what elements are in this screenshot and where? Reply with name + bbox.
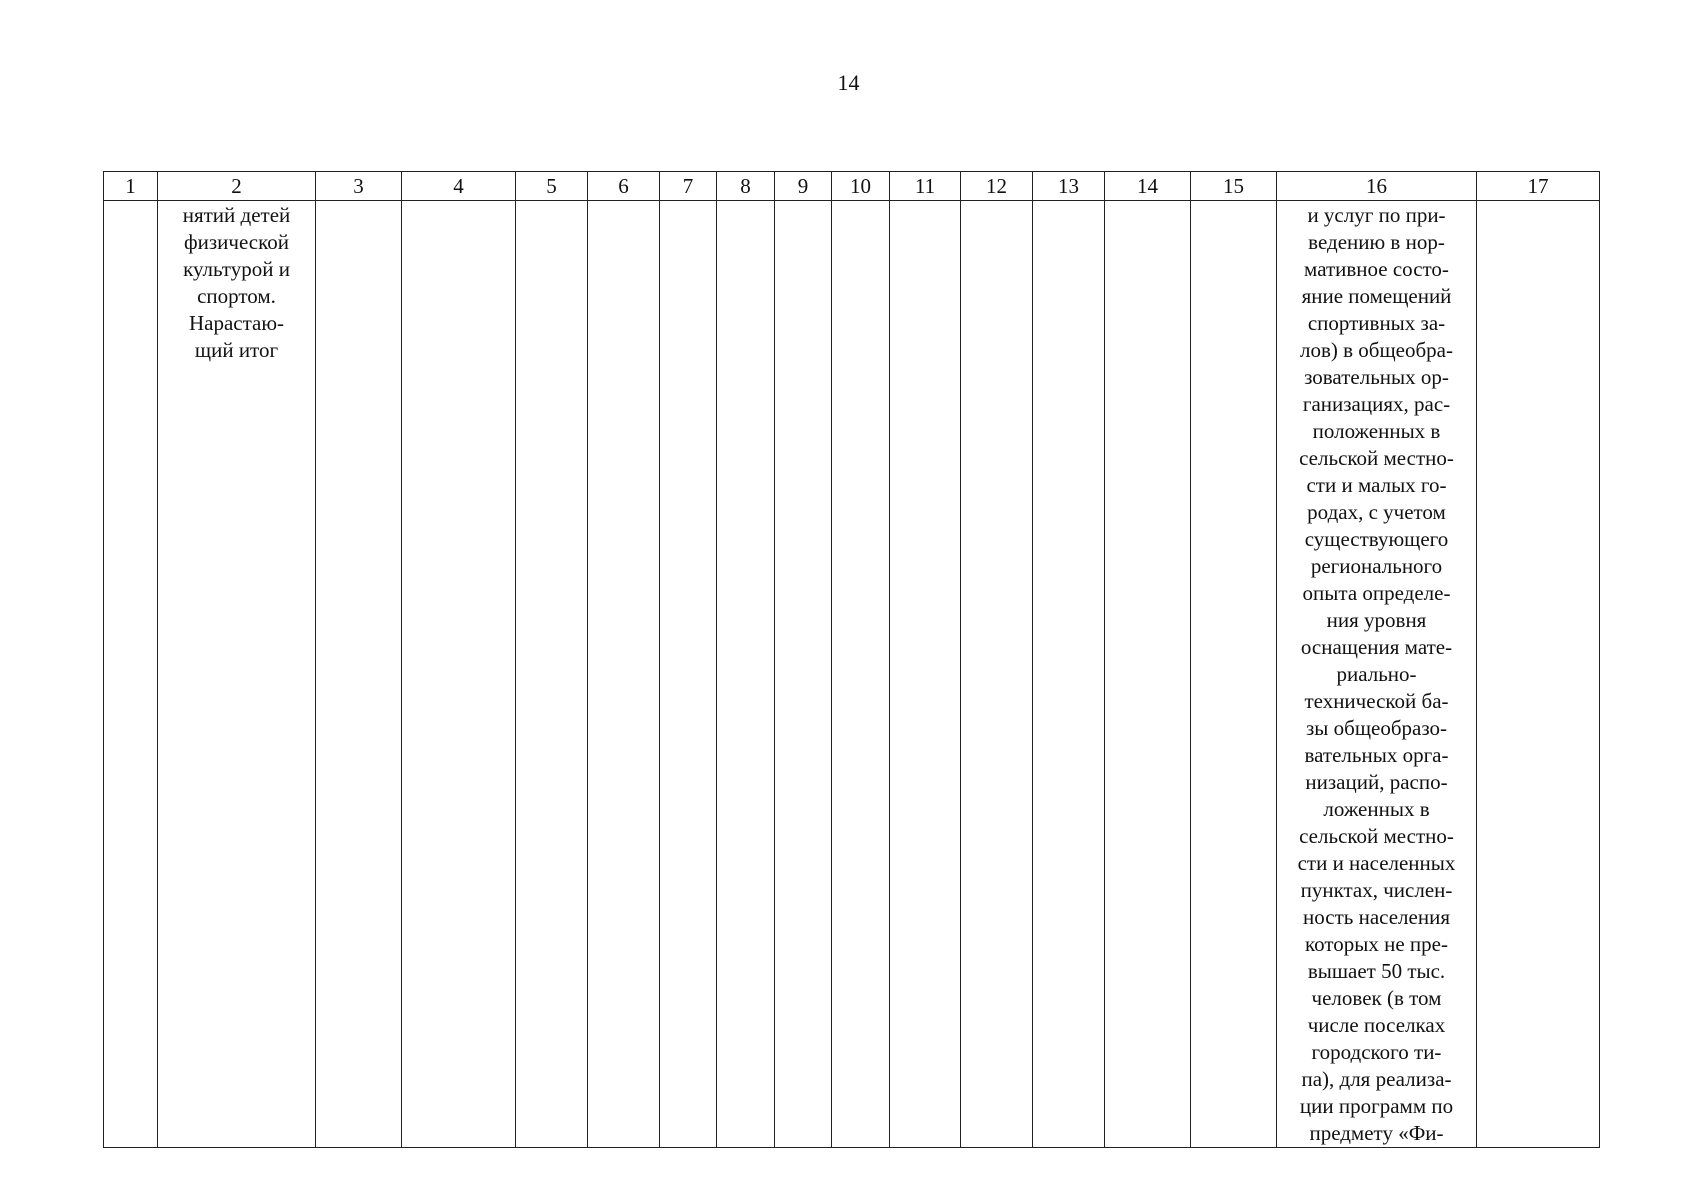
col16-line: городского ти- — [1311, 1040, 1442, 1064]
column-header-14: 14 — [1105, 172, 1191, 201]
column-header-17: 17 — [1477, 172, 1600, 201]
col16-line: предмету «Фи- — [1309, 1121, 1444, 1145]
column-header-9: 9 — [775, 172, 832, 201]
col16-line: ведению в нор- — [1308, 230, 1445, 254]
column-header-16: 16 — [1277, 172, 1477, 201]
table-row — [104, 201, 1600, 1148]
col16-line: опыта определе- — [1302, 581, 1451, 605]
col16-line: зовательных ор- — [1304, 365, 1449, 389]
column-header-3: 3 — [316, 172, 402, 201]
col16-line: сельской местно- — [1299, 446, 1454, 470]
col16-line: ции программ по — [1299, 1094, 1454, 1118]
cell-col-4 — [402, 201, 516, 1148]
col16-line: существующего — [1304, 527, 1449, 551]
col16-line: которых не пре- — [1305, 932, 1448, 956]
cell-col-15 — [1191, 201, 1277, 1148]
cell-col-8 — [717, 201, 775, 1148]
col16-line: спортивных за- — [1307, 311, 1446, 335]
column-header-12: 12 — [961, 172, 1033, 201]
col16-line: лов) в общеобра- — [1300, 338, 1453, 362]
col16-line: ложенных в — [1323, 797, 1430, 821]
col16-line: мативное состо- — [1304, 257, 1449, 281]
col16-line: человек (в том — [1311, 986, 1442, 1010]
col16-line: сельской местно- — [1299, 824, 1454, 848]
col16-line: пунктах, числен- — [1300, 878, 1453, 902]
col16-line: ность населения — [1303, 905, 1450, 929]
col16-line: яние помещений — [1301, 284, 1452, 308]
col2-line: Нарастаю- — [188, 311, 285, 335]
column-header-10: 10 — [832, 172, 890, 201]
cell-col-1 — [104, 201, 158, 1148]
cell-col-13 — [1033, 201, 1105, 1148]
cell-col-12 — [961, 201, 1033, 1148]
cell-col-11 — [890, 201, 961, 1148]
column-header-11: 11 — [890, 172, 961, 201]
cell-col-6 — [588, 201, 660, 1148]
col2-line: физической — [184, 230, 289, 254]
col16-line: зы общеобразо- — [1305, 716, 1447, 740]
column-header-8: 8 — [717, 172, 775, 201]
column-header-13: 13 — [1033, 172, 1105, 201]
col16-line: низаций, распо- — [1305, 770, 1448, 794]
col16-line: числе поселках — [1307, 1013, 1446, 1037]
col16-line: сти и населенных — [1297, 851, 1456, 875]
column-header-5: 5 — [516, 172, 588, 201]
cell-col-10 — [832, 201, 890, 1148]
data-table — [103, 171, 1600, 1148]
cell-col-14 — [1105, 201, 1191, 1148]
cell-col-17 — [1477, 201, 1600, 1148]
col16-line: родах, с учетом — [1307, 500, 1446, 524]
col16-line: вышает 50 тыс. — [1307, 959, 1446, 983]
column-number-row — [104, 172, 1600, 201]
column-header-1: 1 — [104, 172, 158, 201]
cell-col-16 — [1277, 201, 1477, 1148]
col16-line: и услуг по при- — [1307, 203, 1446, 227]
page-number: 14 — [837, 70, 860, 95]
cell-col-3 — [316, 201, 402, 1148]
cell-col-5 — [516, 201, 588, 1148]
cell-col-7 — [660, 201, 717, 1148]
col2-line: спортом. — [197, 284, 276, 308]
cell-col-2 — [158, 201, 316, 1148]
col16-line: па), для реализа- — [1301, 1067, 1452, 1091]
col16-line: риально- — [1336, 662, 1417, 686]
cell-col-9 — [775, 201, 832, 1148]
column-header-7: 7 — [660, 172, 717, 201]
col2-line: культурой и — [183, 257, 290, 281]
col16-line: технической ба- — [1304, 689, 1449, 713]
col2-line: нятий детей — [182, 203, 291, 227]
col16-line: вательных орга- — [1304, 743, 1449, 767]
column-header-15: 15 — [1191, 172, 1277, 201]
column-header-2: 2 — [158, 172, 316, 201]
col16-line: оснащения мате- — [1300, 635, 1453, 659]
column-header-6: 6 — [588, 172, 660, 201]
col16-line: положенных в — [1312, 419, 1441, 443]
col16-line: ния уровня — [1326, 608, 1427, 632]
col16-line: ганизациях, рас- — [1302, 392, 1451, 416]
col2-line: щий итог — [194, 338, 279, 362]
col16-line: регионального — [1310, 554, 1443, 578]
col16-line: сти и малых го- — [1306, 473, 1447, 497]
column-header-4: 4 — [402, 172, 516, 201]
